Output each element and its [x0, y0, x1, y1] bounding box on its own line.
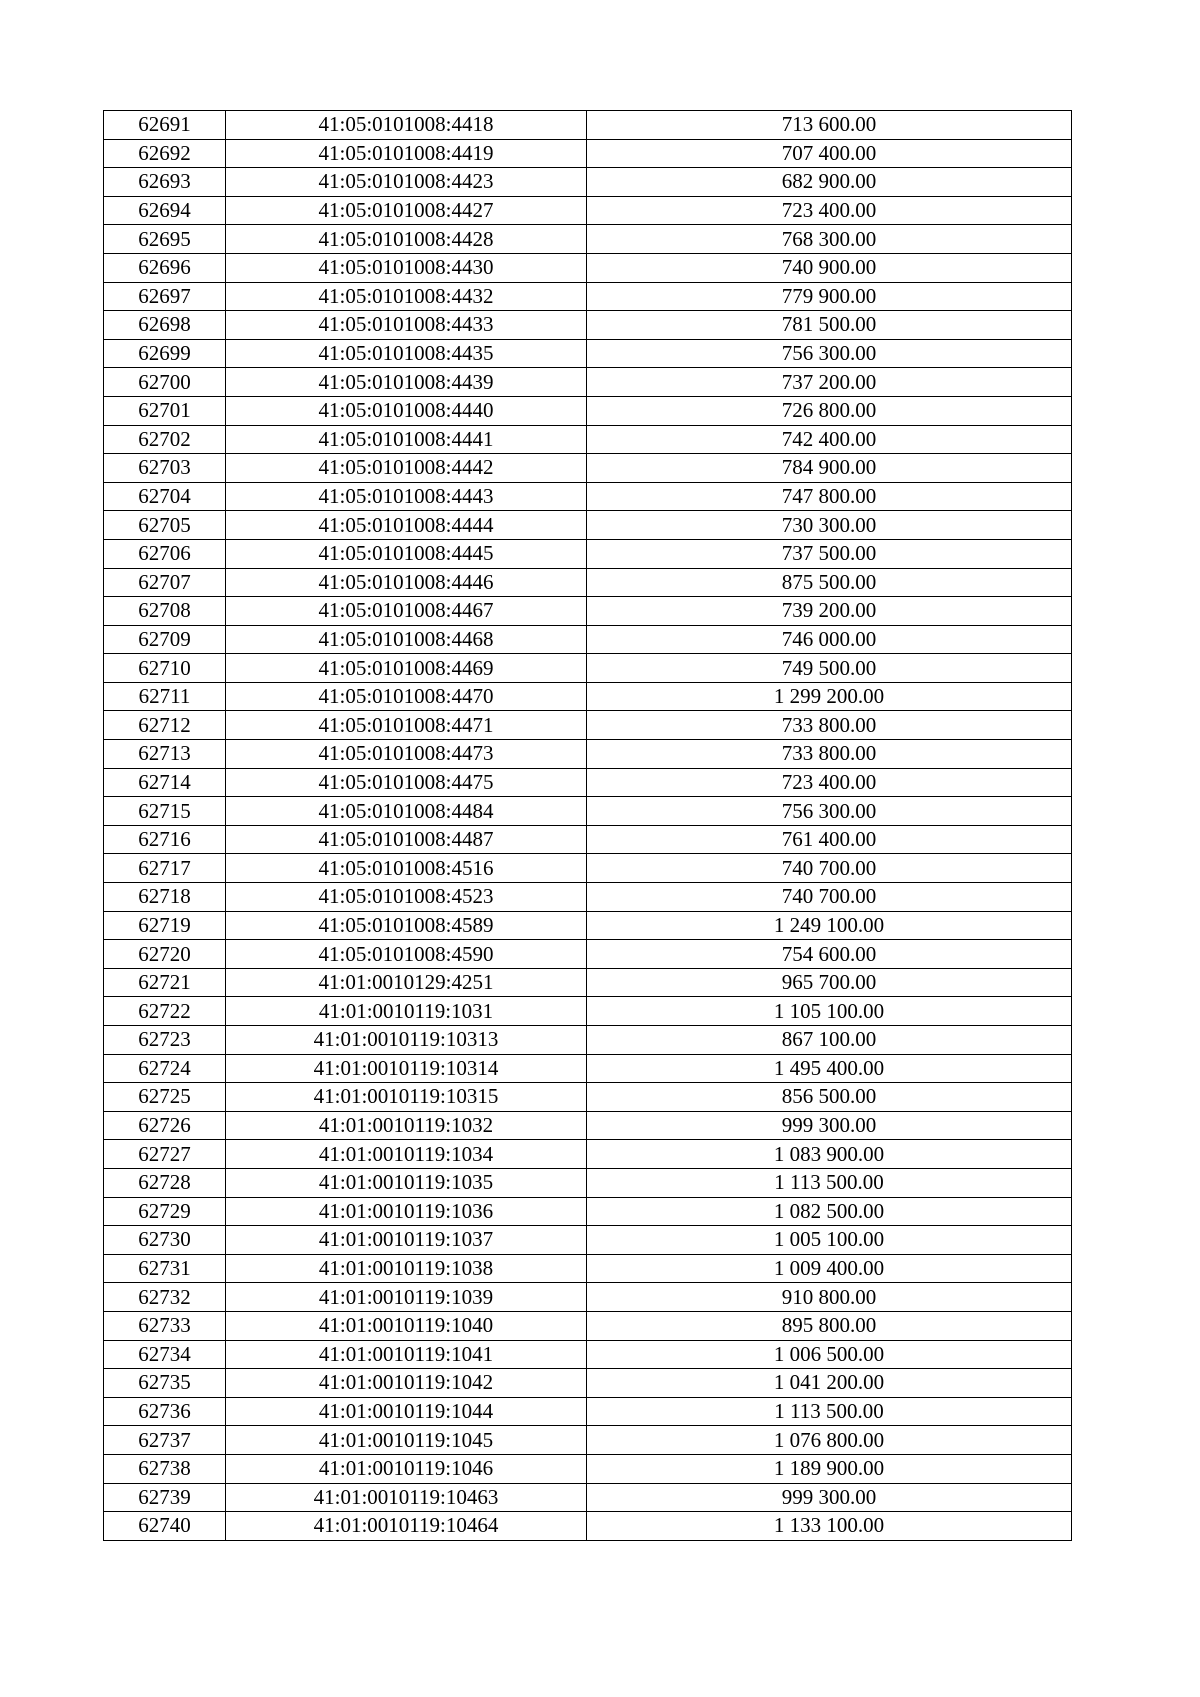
cadastral-number-cell: 41:01:0010119:1031: [226, 997, 587, 1026]
cadastral-value-cell: 747 800.00: [587, 482, 1072, 511]
table-row: [104, 454, 1072, 483]
table-row: [104, 1054, 1072, 1083]
row-number-cell: 62725: [104, 1083, 226, 1112]
row-number-cell: 62731: [104, 1254, 226, 1283]
row-number-cell: 62691: [104, 111, 226, 140]
row-number-cell: 62697: [104, 282, 226, 311]
row-number-cell: 62716: [104, 825, 226, 854]
row-number-cell: 62739: [104, 1483, 226, 1512]
cadastral-value-cell: 1 249 100.00: [587, 911, 1072, 940]
row-number-cell: 62709: [104, 625, 226, 654]
cadastral-number-cell: 41:05:0101008:4427: [226, 196, 587, 225]
table-row: [104, 968, 1072, 997]
table-row: [104, 1397, 1072, 1426]
cadastral-number-cell: 41:01:0010119:1035: [226, 1168, 587, 1197]
row-number-cell: 62702: [104, 425, 226, 454]
table-row: [104, 539, 1072, 568]
cadastral-value-cell: 740 700.00: [587, 854, 1072, 883]
table-row: [104, 482, 1072, 511]
table-row: [104, 1140, 1072, 1169]
cadastral-number-cell: 41:01:0010119:1044: [226, 1397, 587, 1426]
row-number-cell: 62704: [104, 482, 226, 511]
row-number-cell: 62740: [104, 1512, 226, 1541]
table-row: [104, 282, 1072, 311]
row-number-cell: 62727: [104, 1140, 226, 1169]
row-number-cell: 62720: [104, 940, 226, 969]
cadastral-value-cell: 1 083 900.00: [587, 1140, 1072, 1169]
table-row: [104, 854, 1072, 883]
cadastral-value-cell: 1 082 500.00: [587, 1197, 1072, 1226]
row-number-cell: 62737: [104, 1426, 226, 1455]
table-row: [104, 625, 1072, 654]
row-number-cell: 62696: [104, 253, 226, 282]
cadastral-value-cell: 910 800.00: [587, 1283, 1072, 1312]
cadastral-number-cell: 41:05:0101008:4439: [226, 368, 587, 397]
row-number-cell: 62719: [104, 911, 226, 940]
cadastral-number-cell: 41:01:0010119:1038: [226, 1254, 587, 1283]
cadastral-value-cell: 1 189 900.00: [587, 1454, 1072, 1483]
cadastral-number-cell: 41:05:0101008:4428: [226, 225, 587, 254]
table-row: [104, 311, 1072, 340]
table-row: [104, 1454, 1072, 1483]
row-number-cell: 62699: [104, 339, 226, 368]
table-row: [104, 1311, 1072, 1340]
table-row: [104, 1083, 1072, 1112]
cadastral-number-cell: 41:05:0101008:4433: [226, 311, 587, 340]
cadastral-value-cell: 1 299 200.00: [587, 682, 1072, 711]
table-row: [104, 168, 1072, 197]
cadastral-value-cell: 740 700.00: [587, 883, 1072, 912]
cadastral-number-cell: 41:05:0101008:4475: [226, 768, 587, 797]
row-number-cell: 62730: [104, 1226, 226, 1255]
cadastral-number-cell: 41:05:0101008:4443: [226, 482, 587, 511]
table-row: [104, 1226, 1072, 1255]
table-row: [104, 768, 1072, 797]
cadastral-number-cell: 41:05:0101008:4445: [226, 539, 587, 568]
cadastral-value-cell: 1 006 500.00: [587, 1340, 1072, 1369]
row-number-cell: 62734: [104, 1340, 226, 1369]
cadastral-value-cell: 1 495 400.00: [587, 1054, 1072, 1083]
row-number-cell: 62700: [104, 368, 226, 397]
table-row: [104, 253, 1072, 282]
cadastral-number-cell: 41:05:0101008:4516: [226, 854, 587, 883]
cadastral-number-cell: 41:05:0101008:4441: [226, 425, 587, 454]
row-number-cell: 62694: [104, 196, 226, 225]
table-row: [104, 1111, 1072, 1140]
table-row: [104, 1283, 1072, 1312]
cadastral-value-cell: 742 400.00: [587, 425, 1072, 454]
cadastral-value-cell: 737 500.00: [587, 539, 1072, 568]
cadastral-value-cell: 1 113 500.00: [587, 1397, 1072, 1426]
cadastral-value-cell: 1 009 400.00: [587, 1254, 1072, 1283]
table-row: [104, 396, 1072, 425]
cadastral-value-cell: 875 500.00: [587, 568, 1072, 597]
row-number-cell: 62718: [104, 883, 226, 912]
cadastral-number-cell: 41:05:0101008:4432: [226, 282, 587, 311]
table-row: [104, 597, 1072, 626]
cadastral-number-cell: 41:05:0101008:4419: [226, 139, 587, 168]
cadastral-value-cell: 746 000.00: [587, 625, 1072, 654]
cadastral-value-cell: 682 900.00: [587, 168, 1072, 197]
row-number-cell: 62715: [104, 797, 226, 826]
cadastral-number-cell: 41:05:0101008:4473: [226, 740, 587, 769]
table-row: [104, 339, 1072, 368]
cadastral-number-cell: 41:01:0010119:1034: [226, 1140, 587, 1169]
cadastral-value-cell: 867 100.00: [587, 1026, 1072, 1055]
cadastral-value-cell: 713 600.00: [587, 111, 1072, 140]
cadastral-number-cell: 41:01:0010119:1046: [226, 1454, 587, 1483]
table-row: [104, 740, 1072, 769]
table-row: [104, 940, 1072, 969]
cadastral-value-cell: 965 700.00: [587, 968, 1072, 997]
cadastral-number-cell: 41:05:0101008:4442: [226, 454, 587, 483]
cadastral-value-cell: 756 300.00: [587, 339, 1072, 368]
cadastral-value-cell: 856 500.00: [587, 1083, 1072, 1112]
row-number-cell: 62707: [104, 568, 226, 597]
table-row: [104, 225, 1072, 254]
table-row: [104, 1254, 1072, 1283]
cadastral-number-cell: 41:01:0010119:1036: [226, 1197, 587, 1226]
row-number-cell: 62712: [104, 711, 226, 740]
cadastral-value-cell: 754 600.00: [587, 940, 1072, 969]
row-number-cell: 62703: [104, 454, 226, 483]
table-row: [104, 1369, 1072, 1398]
cadastral-value-cell: 1 113 500.00: [587, 1168, 1072, 1197]
cadastral-number-cell: 41:01:0010119:10313: [226, 1026, 587, 1055]
cadastral-number-cell: 41:01:0010119:10314: [226, 1054, 587, 1083]
row-number-cell: 62698: [104, 311, 226, 340]
row-number-cell: 62710: [104, 654, 226, 683]
cadastral-number-cell: 41:05:0101008:4523: [226, 883, 587, 912]
cadastral-value-cell: 737 200.00: [587, 368, 1072, 397]
cadastral-value-cell: 723 400.00: [587, 196, 1072, 225]
table-row: [104, 1026, 1072, 1055]
row-number-cell: 62705: [104, 511, 226, 540]
row-number-cell: 62736: [104, 1397, 226, 1426]
table-row: [104, 711, 1072, 740]
cadastral-value-cell: 779 900.00: [587, 282, 1072, 311]
cadastral-number-cell: 41:01:0010119:10463: [226, 1483, 587, 1512]
cadastral-number-cell: 41:01:0010119:1039: [226, 1283, 587, 1312]
table-row: [104, 1483, 1072, 1512]
cadastral-number-cell: 41:01:0010119:1042: [226, 1369, 587, 1398]
row-number-cell: 62692: [104, 139, 226, 168]
table-row: [104, 368, 1072, 397]
table-row: [104, 196, 1072, 225]
table-row: [104, 568, 1072, 597]
cadastral-number-cell: 41:05:0101008:4444: [226, 511, 587, 540]
cadastral-number-cell: 41:05:0101008:4471: [226, 711, 587, 740]
cadastral-number-cell: 41:05:0101008:4430: [226, 253, 587, 282]
cadastral-number-cell: 41:01:0010129:4251: [226, 968, 587, 997]
cadastral-number-cell: 41:05:0101008:4467: [226, 597, 587, 626]
row-number-cell: 62724: [104, 1054, 226, 1083]
cadastral-value-cell: 756 300.00: [587, 797, 1072, 826]
table-row: [104, 997, 1072, 1026]
cadastral-value-cell: 726 800.00: [587, 396, 1072, 425]
cadastral-value-table: [103, 110, 1072, 1541]
table-row: [104, 911, 1072, 940]
cadastral-value-cell: 1 133 100.00: [587, 1512, 1072, 1541]
table-row: [104, 825, 1072, 854]
table-row: [104, 883, 1072, 912]
row-number-cell: 62708: [104, 597, 226, 626]
cadastral-number-cell: 41:05:0101008:4468: [226, 625, 587, 654]
row-number-cell: 62721: [104, 968, 226, 997]
cadastral-value-cell: 733 800.00: [587, 711, 1072, 740]
cadastral-number-cell: 41:05:0101008:4470: [226, 682, 587, 711]
cadastral-number-cell: 41:01:0010119:1041: [226, 1340, 587, 1369]
cadastral-value-cell: 1 076 800.00: [587, 1426, 1072, 1455]
row-number-cell: 62732: [104, 1283, 226, 1312]
cadastral-value-cell: 730 300.00: [587, 511, 1072, 540]
cadastral-number-cell: 41:01:0010119:1045: [226, 1426, 587, 1455]
table-row: [104, 1426, 1072, 1455]
table-row: [104, 1197, 1072, 1226]
table-row: [104, 654, 1072, 683]
cadastral-number-cell: 41:05:0101008:4418: [226, 111, 587, 140]
cadastral-number-cell: 41:05:0101008:4423: [226, 168, 587, 197]
row-number-cell: 62693: [104, 168, 226, 197]
cadastral-number-cell: 41:05:0101008:4435: [226, 339, 587, 368]
cadastral-value-cell: 1 005 100.00: [587, 1226, 1072, 1255]
table-row: [104, 1340, 1072, 1369]
row-number-cell: 62717: [104, 854, 226, 883]
row-number-cell: 62733: [104, 1311, 226, 1340]
cadastral-number-cell: 41:05:0101008:4590: [226, 940, 587, 969]
cadastral-number-cell: 41:01:0010119:1032: [226, 1111, 587, 1140]
row-number-cell: 62713: [104, 740, 226, 769]
cadastral-number-cell: 41:05:0101008:4589: [226, 911, 587, 940]
row-number-cell: 62726: [104, 1111, 226, 1140]
row-number-cell: 62728: [104, 1168, 226, 1197]
cadastral-value-cell: 768 300.00: [587, 225, 1072, 254]
cadastral-value-cell: 733 800.00: [587, 740, 1072, 769]
row-number-cell: 62706: [104, 539, 226, 568]
row-number-cell: 62695: [104, 225, 226, 254]
cadastral-number-cell: 41:05:0101008:4487: [226, 825, 587, 854]
cadastral-value-cell: 999 300.00: [587, 1483, 1072, 1512]
row-number-cell: 62714: [104, 768, 226, 797]
cadastral-value-cell: 784 900.00: [587, 454, 1072, 483]
cadastral-number-cell: 41:05:0101008:4440: [226, 396, 587, 425]
cadastral-number-cell: 41:05:0101008:4446: [226, 568, 587, 597]
cadastral-value-cell: 781 500.00: [587, 311, 1072, 340]
cadastral-value-cell: 740 900.00: [587, 253, 1072, 282]
table-row: [104, 682, 1072, 711]
cadastral-value-cell: 895 800.00: [587, 1311, 1072, 1340]
table-row: [104, 139, 1072, 168]
row-number-cell: 62711: [104, 682, 226, 711]
cadastral-value-cell: 761 400.00: [587, 825, 1072, 854]
cadastral-number-cell: 41:05:0101008:4469: [226, 654, 587, 683]
table-row: [104, 111, 1072, 140]
cadastral-value-cell: 723 400.00: [587, 768, 1072, 797]
row-number-cell: 62723: [104, 1026, 226, 1055]
table-body: [104, 111, 1072, 1541]
row-number-cell: 62722: [104, 997, 226, 1026]
cadastral-value-cell: 739 200.00: [587, 597, 1072, 626]
table-row: [104, 1512, 1072, 1541]
cadastral-value-cell: 1 041 200.00: [587, 1369, 1072, 1398]
cadastral-number-cell: 41:01:0010119:1040: [226, 1311, 587, 1340]
cadastral-number-cell: 41:05:0101008:4484: [226, 797, 587, 826]
cadastral-number-cell: 41:01:0010119:1037: [226, 1226, 587, 1255]
cadastral-value-cell: 999 300.00: [587, 1111, 1072, 1140]
table-row: [104, 797, 1072, 826]
table-row: [104, 1168, 1072, 1197]
cadastral-value-cell: 749 500.00: [587, 654, 1072, 683]
table-row: [104, 511, 1072, 540]
row-number-cell: 62729: [104, 1197, 226, 1226]
table-row: [104, 425, 1072, 454]
cadastral-value-cell: 707 400.00: [587, 139, 1072, 168]
cadastral-value-cell: 1 105 100.00: [587, 997, 1072, 1026]
cadastral-number-cell: 41:01:0010119:10315: [226, 1083, 587, 1112]
cadastral-number-cell: 41:01:0010119:10464: [226, 1512, 587, 1541]
row-number-cell: 62735: [104, 1369, 226, 1398]
row-number-cell: 62738: [104, 1454, 226, 1483]
row-number-cell: 62701: [104, 396, 226, 425]
